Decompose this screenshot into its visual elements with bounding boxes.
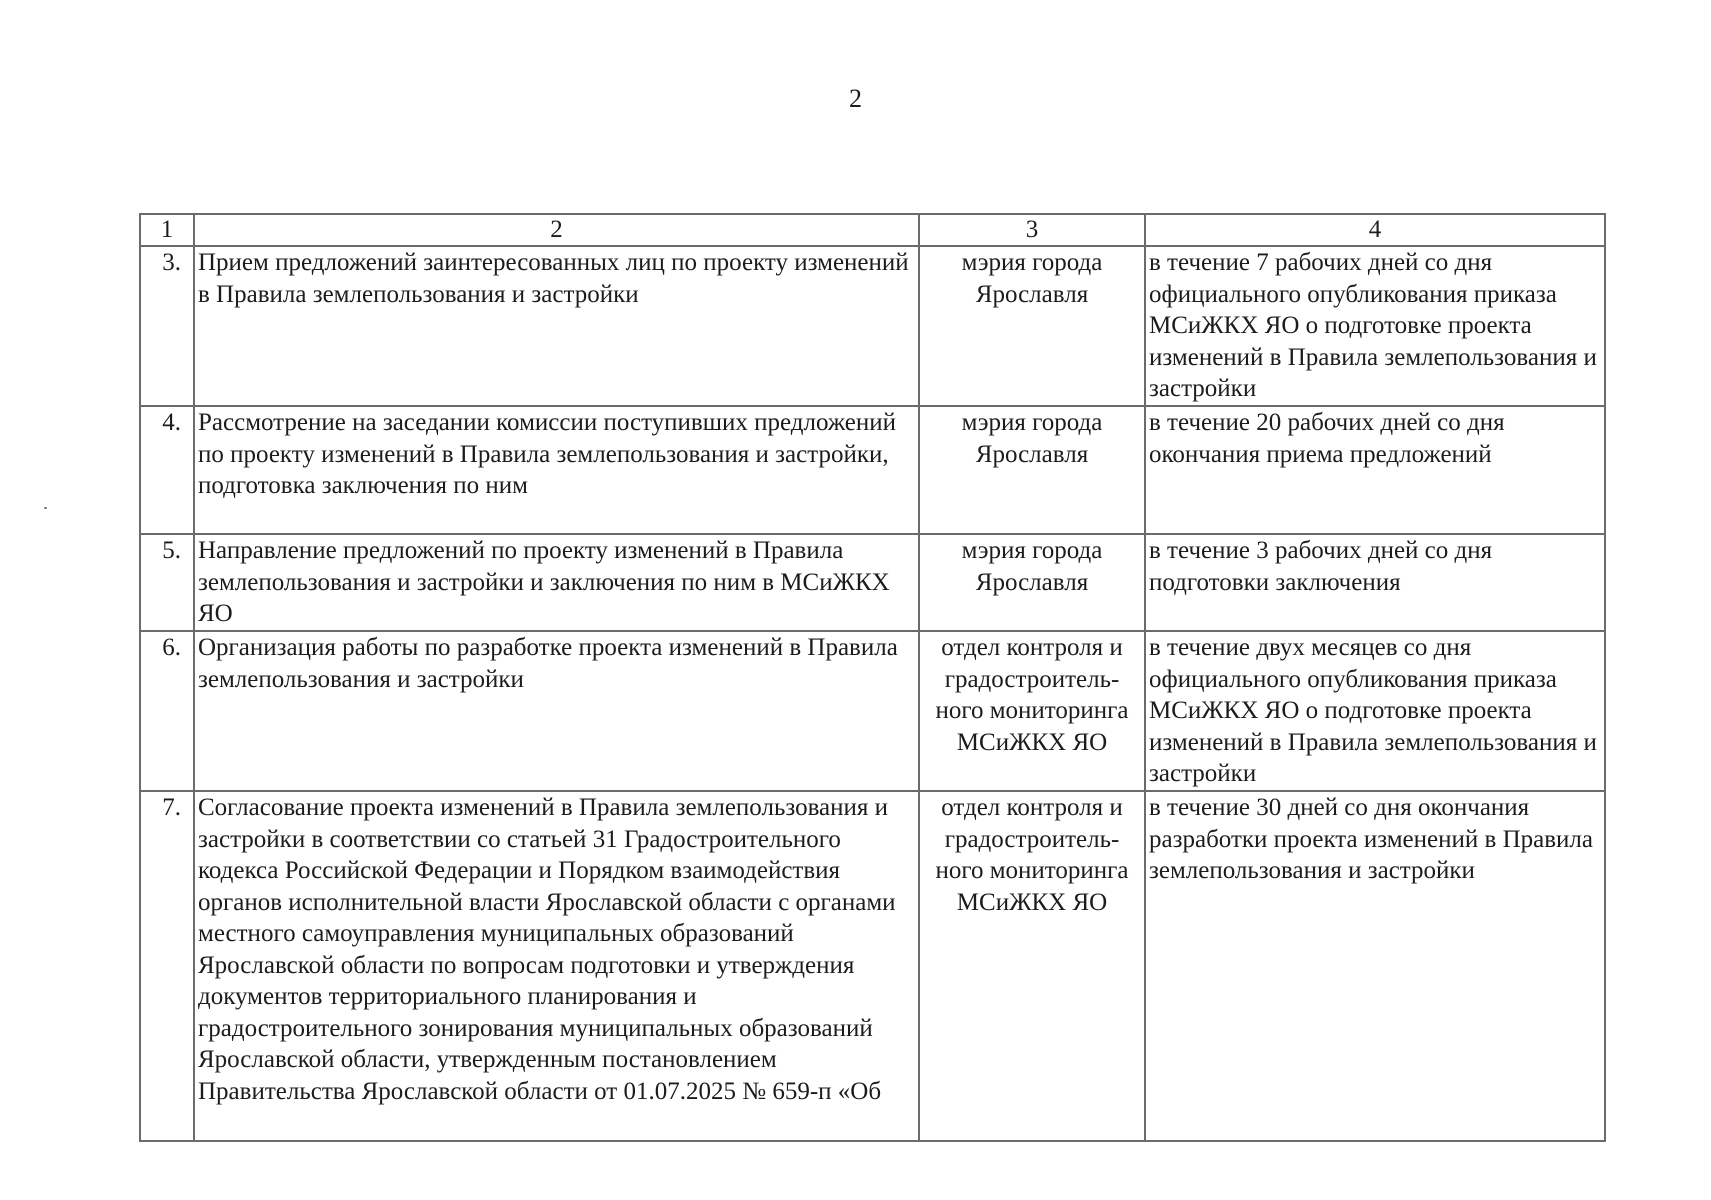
row-action: Рассмотрение на заседании комиссии поступивших предложений по проекту изменений в Правила землепользования и застройки, подготовка заключения по ним [194, 406, 919, 534]
row-term: в течение двух месяцев со дня официального опубликования приказа МСиЖКХ ЯО о подготовке проекта изменений в Правила землепользования и застройки [1145, 631, 1605, 791]
column-header-term: 4 [1145, 214, 1605, 246]
row-number: 6. [140, 631, 194, 791]
row-number: 7. [140, 791, 194, 1141]
row-executor: отдел контроля и градостроитель-ного мониторинга МСиЖКХ ЯО [919, 791, 1145, 1141]
row-executor: мэрия города Ярославля [919, 246, 1145, 406]
column-header-action: 2 [194, 214, 919, 246]
row-action: Организация работы по разработке проекта изменений в Правила землепользования и застройки [194, 631, 919, 791]
page-number: 2 [849, 84, 862, 113]
table-row [140, 631, 1605, 791]
row-executor: мэрия города Ярославля [919, 534, 1145, 631]
row-term: в течение 20 рабочих дней со дня окончания приема предложений [1145, 406, 1605, 534]
row-action: Направление предложений по проекту изменений в Правила землепользования и застройки и заключения по ним в МСиЖКХ ЯО [194, 534, 919, 631]
column-header-executor: 3 [919, 214, 1145, 246]
row-number: 4. [140, 406, 194, 534]
column-header-number: 1 [140, 214, 194, 246]
table-row [140, 791, 1605, 1141]
row-number: 3. [140, 246, 194, 406]
row-term: в течение 7 рабочих дней со дня официального опубликования приказа МСиЖКХ ЯО о подготовке проекта изменений в Правила землепользования и застройки [1145, 246, 1605, 406]
table-row [140, 534, 1605, 631]
row-action: Согласование проекта изменений в Правила землепользования и застройки в соответствии со статьей 31 Градостроительного кодекса Российской Федерации и Порядком взаимодействия органов исполнительной власти Ярославской области с органами местного самоуправления муниципальных образований Ярославской области по вопросам подготовки и утверждения документов территориального планирования и градостроительного зонирования муниципальных образований Ярославской области, утвержденным постановлением Правительства Ярославской области от 01.07.2025 № 659-п «Об [194, 791, 919, 1141]
row-term: в течение 3 рабочих дней со дня подготовки заключения [1145, 534, 1605, 631]
table-header-row [140, 214, 1605, 246]
table-row [140, 406, 1605, 534]
scan-speck [44, 507, 47, 509]
row-term: в течение 30 дней со дня окончания разработки проекта изменений в Правила землепользования и застройки [1145, 791, 1605, 1141]
table-row [140, 246, 1605, 406]
row-executor: мэрия города Ярославля [919, 406, 1145, 534]
row-action: Прием предложений заинтересованных лиц по проекту изменений в Правила землепользования и застройки [194, 246, 919, 406]
row-number: 5. [140, 534, 194, 631]
schedule-table [139, 213, 1606, 1142]
row-executor: отдел контроля и градостроитель-ного мониторинга МСиЖКХ ЯО [919, 631, 1145, 791]
